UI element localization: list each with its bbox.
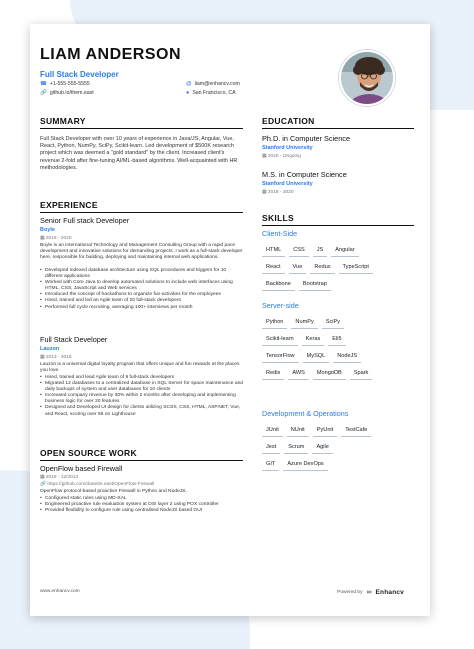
contact-location <box>186 90 236 96</box>
skill-tag: JUnit <box>262 425 283 437</box>
skill-tag: Angular <box>331 245 358 257</box>
skill-row <box>262 262 373 274</box>
job-dates-text: 2016 - 2020 <box>45 236 72 241</box>
job-bullets <box>40 268 243 311</box>
list-item: • Performed full cycle recruiting, averaging 100+ interviews per month <box>40 305 243 311</box>
skill-tag: Bootstrap <box>299 279 331 291</box>
project-description: OpenFlow protocol-based proactive Firewall in Python and NodeJS. <box>40 489 187 494</box>
skill-tag: Python <box>262 317 287 329</box>
contact-github[interactable] <box>40 90 94 96</box>
open-source-divider <box>40 460 243 461</box>
list-item: • Designed and Developed UI design for clients utilizing SCSS, CSS, HTML, ASP.NET, Vue, and React, scoring over 85 on Lighthouse <box>40 405 243 417</box>
project-link-text[interactable]: https://github.com/danette.east/OpenFlow-Firewall <box>47 482 155 487</box>
avatar <box>339 50 395 106</box>
skill-tag: MySQL <box>303 351 330 363</box>
phone-text: +1-555-555-5555 <box>49 81 90 87</box>
skill-tag: MongoDB <box>313 368 346 380</box>
job-dates-text: 2013 - 2016 <box>45 355 72 360</box>
project-title: OpenFlow based Firewall <box>40 464 123 473</box>
job-dates <box>40 355 72 360</box>
skill-tag: SciPy <box>322 317 344 329</box>
skill-tag: TestCafe <box>341 425 371 437</box>
summary-heading: SUMMARY <box>40 116 86 126</box>
degree: Ph.D. in Computer Science <box>262 134 351 143</box>
skill-row <box>262 459 328 471</box>
company-name: Boyle <box>40 227 55 233</box>
summary-divider <box>40 128 243 129</box>
footer-website[interactable]: www.enhancv.com <box>40 589 80 594</box>
skill-row <box>262 334 346 346</box>
footer-branding <box>337 589 404 596</box>
skill-tag: Redux <box>310 262 334 274</box>
skill-tag: CSS <box>289 245 309 257</box>
calendar-icon: ▦ <box>262 154 267 159</box>
project-dates-text: 2018 - 12/2013 <box>45 475 79 480</box>
skill-tag: Azure DevOps <box>283 459 327 471</box>
link-icon: 🔗 <box>40 482 46 487</box>
job-title: Senior Full stack Developer <box>40 216 130 225</box>
skills-heading: SKILLS <box>262 213 295 223</box>
skill-tag: Eli5 <box>328 334 345 346</box>
skill-tag: Jest <box>262 442 280 454</box>
at-icon: @ <box>186 81 192 87</box>
list-item: • Introduced the concept of hackathons to organize fun-activities for the employees <box>40 292 243 298</box>
enhancv-logo-icon: ∞ <box>366 589 372 596</box>
skill-row <box>262 351 361 363</box>
skill-category: Client-Side <box>262 229 298 238</box>
skill-category: Development & Operations <box>262 409 349 418</box>
experience-heading: EXPERIENCE <box>40 200 98 210</box>
education-dates-text: 2018 - 2020 <box>267 190 294 195</box>
school: Stanford University <box>262 145 313 151</box>
list-item: • Engineered proactive rule evaluation system at OSI layer 2 using POX controller <box>40 502 243 508</box>
school: Stanford University <box>262 181 313 187</box>
list-item: • Developed indexed database architecture using SQL procedures and triggers for 10 different applications <box>40 268 243 280</box>
avatar-photo <box>341 52 395 106</box>
skill-row <box>262 317 344 329</box>
skill-tag: NUnit <box>287 425 309 437</box>
skill-tag: React <box>262 262 285 274</box>
summary-text: Full Stack Developer with over 10 years of experience in Java/JS, Angular, Vue, React, Python, NumPy, SciPy, Scikit-learn. Led development of $500K research project which was deemed a "gold standard" by the client. Increased client's revenue 2-fold after fine-tuning AI/ML-based algorithms. Well-acquainted with HR methodologies. <box>40 136 238 171</box>
company-name: Lauzon <box>40 346 60 352</box>
pin-icon: ● <box>186 90 190 96</box>
list-item: • Worked with Core Java to develop automated solutions to include web interfaces using HTML, CSS, JavaScript and Web services <box>40 280 243 292</box>
list-item: • Provided flexibility to configure rule using centralised NodeJS based GUI <box>40 508 243 514</box>
job-title: Full Stack Developer <box>40 335 108 344</box>
contact-email[interactable] <box>186 81 240 87</box>
list-item: • Hired, trained and lead Agile team of 9 full-stack developers <box>40 375 243 381</box>
job-dates <box>40 236 72 241</box>
powered-by-label: Powered by <box>337 590 363 595</box>
skills-divider <box>262 225 414 226</box>
education-dates <box>262 154 301 159</box>
education-dates-text: 2020 - Ongoing <box>267 154 301 159</box>
candidate-role: Full Stack Developer <box>40 70 119 79</box>
skill-tag: Agile <box>312 442 332 454</box>
experience-divider <box>40 212 243 213</box>
skill-row <box>262 245 359 257</box>
skill-tag: Vue <box>289 262 307 274</box>
calendar-icon: ▦ <box>40 236 45 241</box>
job-description: Lauzon is a universal digital loyalty program that offers unique and fun rewards at the places you love. <box>40 362 240 374</box>
open-source-heading: OPEN SOURCE WORK <box>40 448 137 458</box>
list-item: • Increased company revenue by 30% within 2 months after developing and implementing business logic for over 20 features <box>40 393 243 405</box>
resume-sheet <box>30 24 430 616</box>
education-dates <box>262 190 294 195</box>
skill-tag: Keras <box>302 334 325 346</box>
education-heading: EDUCATION <box>262 116 315 126</box>
skill-tag: PyUnit <box>313 425 337 437</box>
phone-icon: ☎ <box>40 81 47 87</box>
skill-category: Server-side <box>262 301 299 310</box>
skill-tag: GIT <box>262 459 279 471</box>
list-item: • Configured static rules using MD-SAL <box>40 496 243 502</box>
skill-tag: AWS <box>288 368 309 380</box>
skill-tag: Backbone <box>262 279 295 291</box>
candidate-name: LIAM ANDERSON <box>40 46 182 63</box>
education-divider <box>262 128 414 129</box>
skill-row <box>262 425 371 437</box>
list-item: • Migrated 12 databases to a centralized database in SQL Server for space maintenance and daily backups of system and user databases for 10 clients <box>40 381 243 393</box>
skill-tag: Scikit-learn <box>262 334 298 346</box>
project-link[interactable] <box>40 482 154 487</box>
location-text: San Francisco, CA <box>192 90 236 96</box>
skill-tag: NodeJS <box>333 351 361 363</box>
skill-tag: JS <box>313 245 328 257</box>
github-text[interactable]: github.io/them.east <box>49 90 94 96</box>
job-description: Boyle is an international Technology and Management Consulting Group with a rapid pace development and innovative solutions for demanding projects. I work as a full-stack developer here, responsible for building, deploying and maintaining internal web applications. <box>40 243 243 261</box>
project-dates <box>40 475 78 480</box>
email-text[interactable]: liam@enhancv.com <box>194 81 240 87</box>
skill-tag: TensorFlow <box>262 351 299 363</box>
skill-tag: Spark <box>350 368 373 380</box>
skill-row <box>262 279 331 291</box>
skill-tag: Redis <box>262 368 284 380</box>
link-icon: 🔗 <box>40 90 47 96</box>
skill-tag: Scrum <box>284 442 308 454</box>
skill-tag: NumPy <box>291 317 317 329</box>
calendar-icon: ▦ <box>40 355 45 360</box>
skill-tag: TypeScript <box>339 262 373 274</box>
degree: M.S. in Computer Science <box>262 170 347 179</box>
skill-row <box>262 368 372 380</box>
job-bullets <box>40 375 243 418</box>
calendar-icon: ▦ <box>40 475 45 480</box>
contact-phone <box>40 81 90 87</box>
skill-tag: HTML <box>262 245 285 257</box>
project-bullets <box>40 496 243 514</box>
brand-name: Enhancv <box>375 589 404 596</box>
calendar-icon: ▦ <box>262 190 267 195</box>
skill-row <box>262 442 333 454</box>
list-item: • Hired, trained and led an Agile team of 20 full-stack developers <box>40 298 243 304</box>
